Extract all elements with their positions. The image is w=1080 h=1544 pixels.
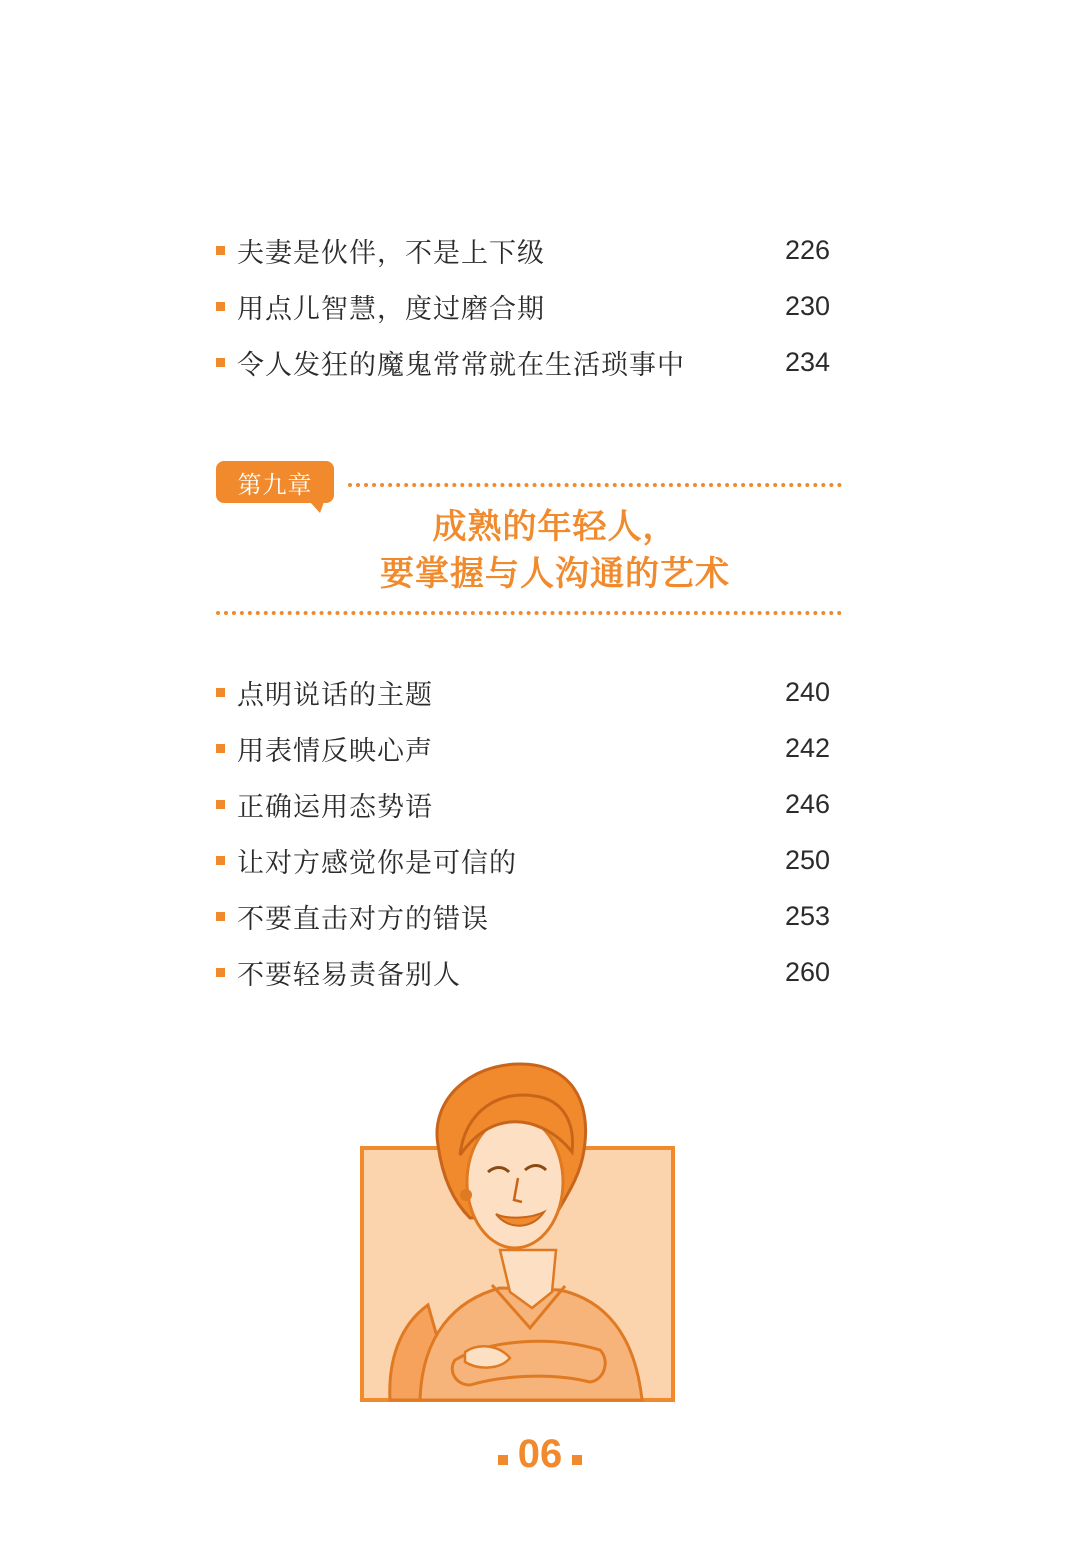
chapter-title-line2: 要掌握与人沟通的艺术: [380, 554, 730, 594]
toc-item[interactable]: [216, 278, 830, 334]
page-number-square-right-icon: [572, 1455, 582, 1465]
bullet-square-icon: [216, 688, 225, 697]
toc-item-page: 253: [784, 900, 830, 931]
face: [467, 1116, 563, 1248]
bullet-square-icon: [216, 302, 225, 311]
toc-item-title: 不要轻易责备别人: [237, 959, 461, 991]
toc-item-title: 正确运用态势语: [237, 791, 433, 823]
toc-item-title: 用点儿智慧，度过磨合期: [237, 293, 545, 325]
toc-item[interactable]: [216, 720, 830, 776]
toc-item-title: 不要直击对方的错误: [237, 903, 489, 935]
dotted-divider-bottom: [216, 611, 842, 615]
bullet-square-icon: [216, 744, 225, 753]
toc-list-previous: [216, 222, 830, 390]
bullet-square-icon: [216, 912, 225, 921]
toc-item[interactable]: [216, 334, 830, 390]
chapter-tag: [216, 461, 334, 503]
toc-item[interactable]: [216, 222, 830, 278]
toc-item-page: 240: [784, 676, 830, 707]
bullet-square-icon: [216, 968, 225, 977]
bullet-square-icon: [216, 358, 225, 367]
toc-item-page: 230: [784, 290, 830, 321]
page-number: [0, 1432, 1080, 1477]
toc-item[interactable]: [216, 888, 830, 944]
toc-item[interactable]: [216, 664, 830, 720]
toc-item-title: 夫妻是伙伴，不是上下级: [237, 237, 545, 269]
toc-item-page: 260: [784, 956, 830, 987]
toc-item-page: 242: [784, 732, 830, 763]
dotted-divider-top: [348, 483, 842, 487]
chapter-tag-label: 第九章: [237, 470, 313, 499]
toc-item-page: 226: [784, 234, 830, 265]
bullet-square-icon: [216, 856, 225, 865]
bullet-square-icon: [216, 246, 225, 255]
toc-list-chapter: [216, 664, 830, 1000]
earring: [460, 1189, 472, 1201]
toc-item[interactable]: [216, 776, 830, 832]
page-number-label: 06: [517, 1432, 563, 1476]
toc-item-page: 234: [784, 346, 830, 377]
toc-item[interactable]: [216, 944, 830, 1000]
toc-item-title: 用表情反映心声: [237, 735, 433, 767]
toc-item-page: 250: [784, 844, 830, 875]
speech-bubble-tail: [310, 502, 324, 513]
chapter-title-line1: 成熟的年轻人，: [432, 507, 678, 547]
woman-portrait-illustration: [360, 1060, 676, 1405]
toc-item-page: 246: [784, 788, 830, 819]
toc-item-title: 让对方感觉你是可信的: [237, 847, 517, 879]
toc-item-title: 点明说话的主题: [237, 679, 433, 711]
toc-item[interactable]: [216, 832, 830, 888]
page-number-square-left-icon: [498, 1455, 508, 1465]
toc-item-title: 令人发狂的魔鬼常常就在生活琐事中: [237, 349, 685, 381]
bullet-square-icon: [216, 800, 225, 809]
